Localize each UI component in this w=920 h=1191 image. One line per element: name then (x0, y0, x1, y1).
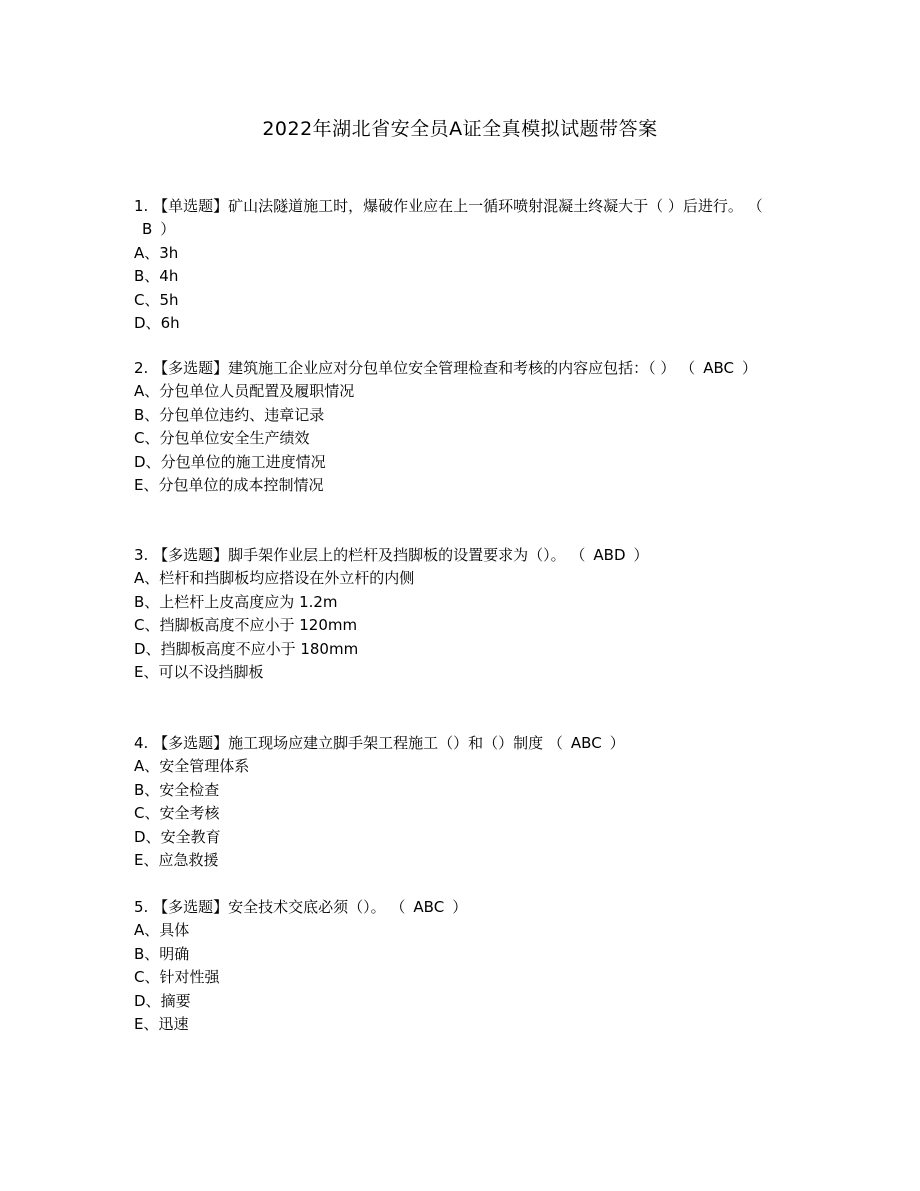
option-d (134, 312, 784, 335)
option-text: 挡脚板高度不应小于 120mm (159, 616, 358, 635)
answer-open: （ (747, 197, 763, 215)
option-label: B、 (134, 944, 160, 963)
option-d (134, 638, 784, 661)
question-text: 建筑施工企业应对分包单位安全管理检查和考核的内容应包括：（ ） (228, 359, 676, 377)
option-b (134, 591, 784, 614)
option-d (134, 826, 784, 849)
option-label: A、 (134, 382, 160, 401)
question-type: 【多选题】 (153, 734, 229, 752)
option-text: 分包单位安全生产绩效 (159, 429, 310, 448)
question-stem (134, 544, 784, 567)
question-answer: ABD (593, 546, 626, 564)
option-label: D、 (134, 639, 161, 658)
option-text: 5h (159, 290, 179, 309)
question-text: 脚手架作业层上的栏杆及挡脚板的设置要求为（）。 (228, 546, 566, 564)
option-label: D、 (134, 991, 161, 1010)
option-e (134, 849, 784, 872)
question-answer: ABC (703, 359, 734, 377)
option-label: C、 (134, 290, 160, 309)
option-label: D、 (134, 313, 161, 332)
option-text: 分包单位人员配置及履职情况 (159, 382, 355, 401)
option-text: 分包单位的成本控制情况 (158, 475, 324, 494)
answer-close: ） (609, 734, 625, 752)
answer-open: （ (547, 734, 563, 752)
option-label: C、 (134, 804, 160, 823)
option-label: A、 (134, 243, 160, 262)
option-a (134, 380, 784, 403)
option-e (134, 474, 784, 497)
question-stem (134, 732, 784, 755)
option-text: 分包单位违约、违章记录 (159, 405, 325, 424)
question-answer: ABC (413, 898, 445, 916)
option-text: 明确 (159, 944, 190, 963)
option-label: E、 (134, 662, 159, 681)
option-e (134, 661, 784, 684)
question-answer: B (142, 220, 153, 239)
question-text: 安全技术交底必须（）。 (228, 898, 386, 916)
option-text: 具体 (159, 921, 190, 940)
question-2 (134, 357, 784, 497)
option-text: 安全教育 (160, 827, 221, 846)
answer-close: ） (633, 546, 649, 564)
option-label: C、 (134, 616, 160, 635)
option-text: 栏杆和挡脚板均应搭设在外立杆的内侧 (159, 569, 415, 588)
option-a (134, 755, 784, 778)
question-stem (134, 896, 784, 919)
answer-close: ） (741, 359, 757, 377)
option-c (134, 289, 784, 312)
option-text: 分包单位的施工进度情况 (160, 452, 326, 471)
option-label: B、 (134, 405, 160, 424)
answer-close: ） (452, 898, 468, 916)
option-b (134, 943, 784, 966)
option-text: 安全管理体系 (159, 757, 250, 776)
option-b (134, 404, 784, 427)
option-c (134, 802, 784, 825)
question-stem (134, 357, 784, 380)
option-text: 应急救援 (158, 850, 219, 869)
question-number: 4. (134, 734, 149, 752)
option-b (134, 779, 784, 802)
option-b (134, 265, 784, 288)
question-4 (134, 732, 784, 872)
option-label: B、 (134, 592, 160, 611)
option-text: 上栏杆上皮高度应为 1.2m (159, 592, 338, 611)
option-text: 迅速 (158, 1014, 189, 1033)
option-label: E、 (134, 1014, 159, 1033)
document-title: 2022年湖北省安全员A证全真模拟试题带答案 (262, 118, 658, 140)
question-1 (134, 195, 784, 335)
answer-open: （ (680, 359, 696, 377)
question-type: 【多选题】 (153, 898, 229, 916)
option-text: 挡脚板高度不应小于 180mm (160, 639, 359, 658)
answer-close: ） (160, 220, 176, 239)
option-a (134, 567, 784, 590)
option-label: C、 (134, 429, 160, 448)
option-c (134, 614, 784, 637)
option-label: D、 (134, 452, 161, 471)
question-3 (134, 544, 784, 684)
question-stem (134, 195, 784, 242)
option-label: C、 (134, 968, 160, 987)
option-label: A、 (134, 757, 160, 776)
option-label: B、 (134, 267, 160, 286)
option-text: 摘要 (160, 991, 191, 1010)
option-text: 针对性强 (159, 968, 220, 987)
question-5 (134, 896, 784, 1036)
option-d (134, 990, 784, 1013)
option-text: 6h (160, 313, 180, 332)
option-c (134, 966, 784, 989)
option-text: 4h (159, 267, 179, 286)
question-number: 5. (134, 898, 149, 916)
question-type: 【多选题】 (153, 359, 229, 377)
question-text: 矿山法隧道施工时，爆破作业应在上一循环喷射混凝土终凝大于（ ）后进行。 (228, 197, 743, 215)
option-label: A、 (134, 569, 160, 588)
option-label: A、 (134, 921, 160, 940)
answer-open: （ (570, 546, 586, 564)
option-c (134, 427, 784, 450)
option-label: D、 (134, 827, 161, 846)
option-label: B、 (134, 780, 160, 799)
question-number: 2. (134, 359, 149, 377)
question-number: 1. (134, 197, 149, 215)
option-label: E、 (134, 850, 159, 869)
option-a (134, 242, 784, 265)
option-text: 安全检查 (159, 780, 220, 799)
question-type: 【单选题】 (153, 197, 229, 215)
answer-open: （ (390, 898, 406, 916)
option-text: 安全考核 (159, 804, 220, 823)
option-d (134, 451, 784, 474)
question-text: 施工现场应建立脚手架工程施工（）和（）制度 (228, 734, 544, 752)
question-type: 【多选题】 (153, 546, 229, 564)
option-e (134, 1013, 784, 1036)
question-number: 3. (134, 546, 149, 564)
option-text: 可以不设挡脚板 (158, 662, 264, 681)
option-a (134, 919, 784, 942)
option-text: 3h (159, 243, 179, 262)
option-label: E、 (134, 475, 159, 494)
question-answer: ABC (570, 734, 602, 752)
